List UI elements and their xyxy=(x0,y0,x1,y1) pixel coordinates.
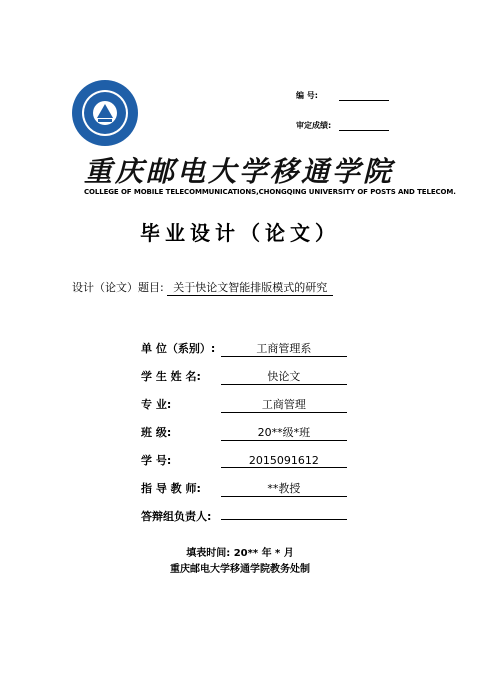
school-name-cn: 重庆邮电大学移通学院 xyxy=(84,155,395,188)
info-value[interactable]: 快论文 xyxy=(221,368,347,385)
info-row-major xyxy=(141,396,347,413)
number-field[interactable] xyxy=(339,92,389,101)
info-value[interactable] xyxy=(221,519,347,520)
info-value[interactable]: 工商管理系 xyxy=(221,340,347,357)
review-row xyxy=(296,120,389,131)
info-value[interactable]: 20**级*班 xyxy=(221,424,347,441)
review-label: 审定成绩: xyxy=(296,121,332,130)
review-field[interactable] xyxy=(339,122,389,131)
info-row-student-name xyxy=(141,368,347,385)
info-label: 班 级: xyxy=(141,426,172,439)
info-label: 指 导 教 师: xyxy=(141,482,201,495)
school-seal-logo xyxy=(70,78,140,148)
info-label: 专 业: xyxy=(141,398,172,411)
number-label: 编 号: xyxy=(296,91,318,100)
info-value[interactable]: 工商管理 xyxy=(221,396,347,413)
info-label: 单 位（系别）: xyxy=(141,342,216,355)
topic-value[interactable]: 关于快论文智能排版模式的研究 xyxy=(167,279,333,296)
fill-time: 填表时间: 20** 年 * 月 xyxy=(186,548,294,559)
info-row-advisor xyxy=(141,480,347,497)
info-value[interactable]: **教授 xyxy=(221,480,347,497)
topic-label: 设计（论文）题目: xyxy=(72,281,164,294)
info-label: 答辩组负责人: xyxy=(141,510,212,523)
school-name-en: COLLEGE OF MOBILE TELECOMMUNICATIONS,CHONGQING UNIVERSITY OF POSTS AND TELECOM. xyxy=(84,188,456,196)
info-row-defense-leader xyxy=(141,508,347,524)
number-row xyxy=(296,90,389,101)
info-value[interactable]: 2015091612 xyxy=(221,454,347,468)
topic-row xyxy=(72,279,333,296)
info-label: 学 生 姓 名: xyxy=(141,370,201,383)
info-row-student-id xyxy=(141,452,347,468)
issuing-office: 重庆邮电大学移通学院教务处制 xyxy=(170,564,310,575)
info-row-class xyxy=(141,424,347,441)
info-label: 学 号: xyxy=(141,454,172,467)
document-title: 毕业设计（论文） xyxy=(140,221,340,245)
info-row-unit xyxy=(141,340,347,357)
